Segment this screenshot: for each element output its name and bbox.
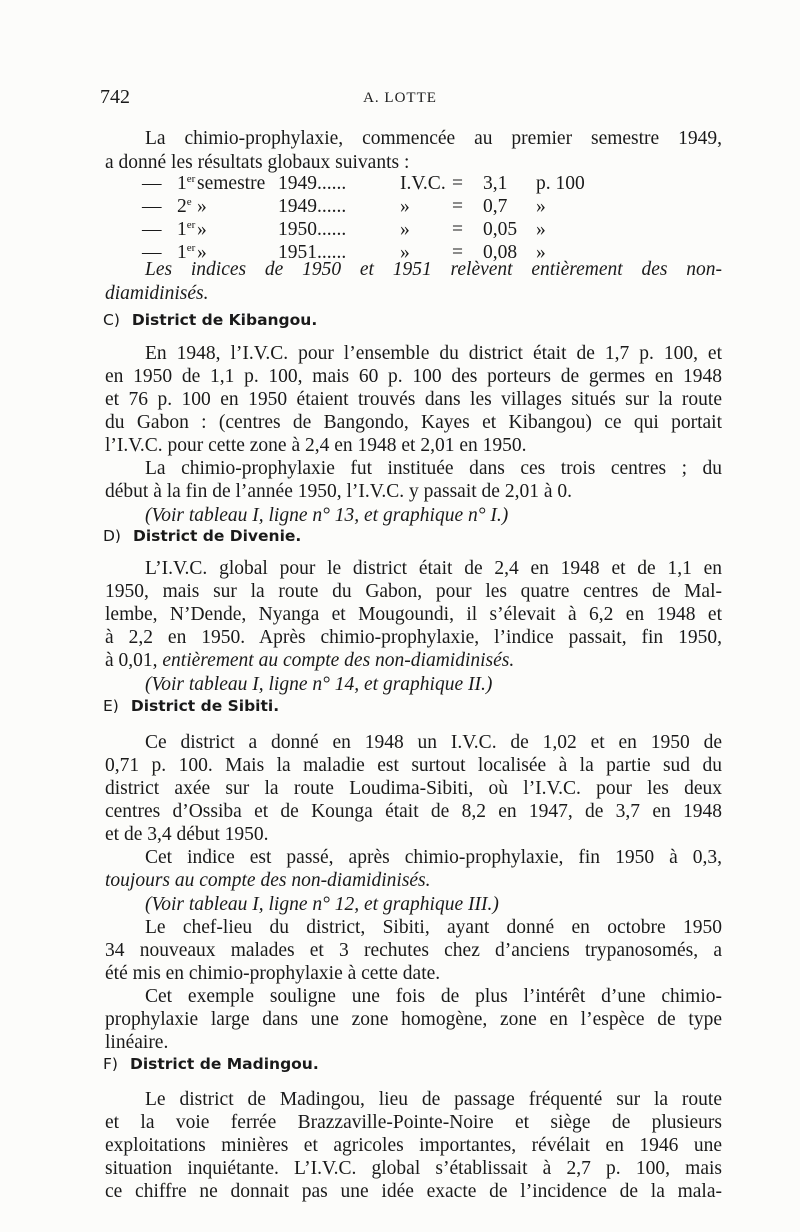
row-year: 1949...... bbox=[278, 196, 347, 217]
section-f-line: Le district de Madingou, lieu de passage fréquenté sur la route bbox=[145, 1089, 722, 1110]
section-d-line: 1950, mais sur la route du Gabon, pour les quatre centres de Mal- bbox=[105, 581, 722, 602]
row-dash: — bbox=[142, 173, 162, 194]
section-e-line: Le chef-lieu du district, Sibiti, ayant donné en octobre 1950 bbox=[145, 917, 722, 938]
italic-phrase: entièrement au compte des non-diamidinisés. bbox=[162, 650, 515, 671]
row-semester: 2e bbox=[177, 196, 192, 217]
row-equals: = bbox=[452, 242, 463, 263]
section-e-line: Ce district a donné en 1948 un I.V.C. de 1,02 et en 1950 de bbox=[145, 732, 722, 753]
row-unit: » bbox=[536, 219, 546, 240]
row-equals: = bbox=[452, 173, 463, 194]
section-c-heading bbox=[103, 311, 317, 329]
section-c-line: début à la fin de l’année 1950, l’I.V.C. y passait de 2,01 à 0. bbox=[105, 481, 572, 502]
section-e-line: Cet indice est passé, après chimio-prophylaxie, fin 1950 à 0,3, bbox=[145, 847, 722, 868]
row-semester: 1er bbox=[177, 242, 196, 263]
row-label: » bbox=[197, 196, 207, 217]
row-measure: I.V.C. bbox=[400, 173, 446, 194]
row-unit: » bbox=[536, 196, 546, 217]
row-semester: 1er bbox=[177, 219, 196, 240]
section-e-line: 0,71 p. 100. Mais la maladie est surtout localisée à la partie sud du bbox=[105, 755, 722, 776]
section-c-line: et 76 p. 100 en 1950 étaient trouvés dans les villages situés sur la route bbox=[105, 389, 722, 410]
section-letter: D) bbox=[103, 527, 121, 545]
note-line: diamidinisés. bbox=[105, 283, 209, 304]
section-d-line: à 0,01, entièrement au compte des non-diamidinisés. bbox=[105, 650, 515, 671]
row-label: » bbox=[197, 219, 207, 240]
section-c-line: du Gabon : (centres de Bangondo, Kayes et Kibangou) ce qui portait bbox=[105, 412, 722, 433]
section-e-line: été mis en chimio-prophylaxie à cette date. bbox=[105, 963, 441, 984]
section-e-line: (Voir tableau I, ligne n° 12, et graphique III.) bbox=[145, 894, 499, 915]
section-d-line: lembe, N’Dende, Nyanga et Mougoundi, il s’élevait à 6,2 en 1948 et bbox=[105, 604, 722, 625]
row-value: 0,05 bbox=[483, 219, 518, 240]
page-number: 742 bbox=[100, 86, 130, 108]
section-c-line: (Voir tableau I, ligne n° 13, et graphique n° I.) bbox=[145, 505, 509, 526]
row-year: 1949...... bbox=[278, 173, 347, 194]
row-dash: — bbox=[142, 242, 162, 263]
row-measure: » bbox=[400, 242, 410, 263]
section-e-line: et de 3,4 début 1950. bbox=[105, 824, 269, 845]
row-label: semestre bbox=[197, 173, 266, 194]
section-d-line: L’I.V.C. global pour le district était de 2,4 en 1948 et de 1,1 en bbox=[145, 558, 722, 579]
row-unit: p. 100 bbox=[536, 173, 585, 194]
section-e-line: linéaire. bbox=[105, 1032, 169, 1053]
section-d-line: à 2,2 en 1950. Après chimio-prophylaxie, l’indice passait, fin 1950, bbox=[105, 627, 722, 648]
section-d-heading bbox=[103, 527, 301, 545]
section-f-line: exploitations minières et agricoles importantes, révélait en 1946 une bbox=[105, 1135, 722, 1156]
section-letter: E) bbox=[103, 697, 119, 715]
section-c-line: En 1948, l’I.V.C. pour l’ensemble du district était de 1,7 p. 100, et bbox=[145, 343, 722, 364]
section-e-line: toujours au compte des non-diamidinisés. bbox=[105, 870, 431, 891]
row-measure: » bbox=[400, 196, 410, 217]
row-value: 0,7 bbox=[483, 196, 508, 217]
section-e-heading bbox=[103, 697, 279, 715]
row-measure: » bbox=[400, 219, 410, 240]
section-e-line: centres d’Ossiba et de Kounga était de 8,2 en 1947, de 3,7 en 1948 bbox=[105, 801, 722, 822]
section-title: District de Kibangou. bbox=[131, 311, 318, 329]
section-c-line: l’I.V.C. pour cette zone à 2,4 en 1948 et 2,01 en 1950. bbox=[105, 435, 527, 456]
section-e-line: prophylaxie large dans une zone homogène, zone en l’espèce de type bbox=[105, 1009, 722, 1030]
row-unit: » bbox=[536, 242, 546, 263]
row-label: » bbox=[197, 242, 207, 263]
section-f-line: ce chiffre ne donnait pas une idée exacte de l’incidence de la mala- bbox=[105, 1181, 722, 1202]
row-value: 3,1 bbox=[483, 173, 508, 194]
section-letter: F) bbox=[103, 1055, 118, 1073]
row-equals: = bbox=[452, 196, 463, 217]
section-f-heading bbox=[103, 1055, 319, 1073]
section-e-line: 34 nouveaux malades et 3 rechutes chez d’anciens trypanosomés, a bbox=[105, 940, 722, 961]
running-header-author: A. LOTTE bbox=[363, 90, 437, 106]
row-dash: — bbox=[142, 219, 162, 240]
row-value: 0,08 bbox=[483, 242, 518, 263]
row-semester: 1er bbox=[177, 173, 196, 194]
row-year: 1950...... bbox=[278, 219, 347, 240]
section-title: District de Sibiti. bbox=[130, 697, 280, 715]
row-equals: = bbox=[452, 219, 463, 240]
section-c-line: en 1950 de 1,1 p. 100, mais 60 p. 100 des porteurs de germes en 1948 bbox=[105, 366, 722, 387]
section-title: District de Divenie. bbox=[132, 527, 302, 545]
row-dash: — bbox=[142, 196, 162, 217]
section-title: District de Madingou. bbox=[129, 1055, 319, 1073]
section-e-line: district axée sur la route Loudima-Sibiti, où l’I.V.C. pour les deux bbox=[105, 778, 722, 799]
section-e-line: Cet exemple souligne une fois de plus l’intérêt d’une chimio- bbox=[145, 986, 722, 1007]
section-c-line: La chimio-prophylaxie fut instituée dans ces trois centres ; du bbox=[145, 458, 722, 479]
row-year: 1951...... bbox=[278, 242, 347, 263]
section-f-line: situation inquiétante. L’I.V.C. global s’établissait à 2,7 p. 100, mais bbox=[105, 1158, 722, 1179]
section-d-line: (Voir tableau I, ligne n° 14, et graphique II.) bbox=[145, 674, 493, 695]
note-line: Les indices de 1950 et 1951 relèvent entièrement des non- bbox=[145, 259, 722, 280]
intro-line: a donné les résultats globaux suivants : bbox=[105, 152, 410, 173]
section-f-line: et la voie ferrée Brazzaville-Pointe-Noire et siège de plusieurs bbox=[105, 1112, 722, 1133]
section-letter: C) bbox=[103, 311, 120, 329]
intro-line: La chimio-prophylaxie, commencée au premier semestre 1949, bbox=[145, 128, 722, 149]
